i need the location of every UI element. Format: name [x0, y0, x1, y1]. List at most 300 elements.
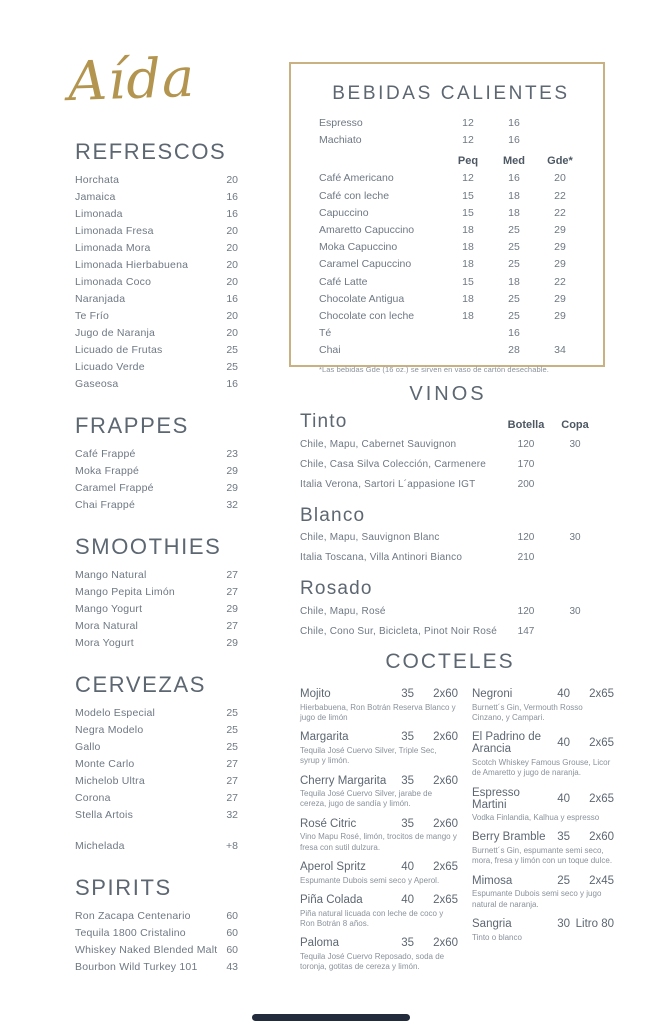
cocktail-name: Sangria	[472, 918, 512, 931]
size-header-row	[319, 149, 583, 170]
item-name: Licuado Verde	[75, 361, 145, 373]
list-item	[75, 376, 238, 393]
item-name: Corona	[75, 792, 111, 804]
price-botella: 170	[517, 458, 535, 470]
cocktail-price-double: 2x65	[589, 792, 614, 805]
section-title-smoothies: SMOOTHIES	[75, 534, 222, 559]
price-peq: 12	[462, 117, 474, 130]
wine-name: Chile, Mapu, Sauvignon Blanc	[300, 532, 440, 544]
wine-name: Chile, Casa Silva Colección, Carmenere	[300, 458, 487, 470]
price-peq: 15	[462, 206, 474, 219]
cocktail-price-double: 2x65	[589, 688, 614, 700]
price-med: 18	[508, 275, 520, 288]
item-price: 27	[226, 775, 238, 787]
size-header-med: Med	[503, 155, 525, 168]
wine-row	[300, 548, 606, 568]
drink-name: Café Latte	[319, 275, 368, 288]
wine-name: Chile, Mapu, Cabernet Sauvignon	[300, 438, 457, 450]
vinos-section	[300, 412, 606, 652]
price-botella: 210	[517, 552, 535, 564]
item-price: 29	[226, 603, 238, 615]
cocktail-header	[300, 937, 458, 949]
list-item	[75, 756, 238, 773]
cocktail-price-double: 2x45	[589, 874, 614, 887]
item-price: 20	[226, 174, 238, 186]
price-peq: 15	[462, 189, 474, 202]
wine-group-tinto	[300, 412, 606, 495]
price-peq: 15	[462, 275, 474, 288]
cocktail-name: Mimosa	[472, 874, 513, 887]
list-item	[75, 497, 238, 514]
wine-row	[300, 601, 606, 621]
item-price: 27	[226, 586, 238, 598]
wine-row	[300, 434, 606, 454]
cocktail-price: 35	[401, 774, 414, 787]
price-peq: 12	[462, 172, 474, 185]
price-botella: 200	[517, 478, 535, 490]
item-price: 29	[226, 482, 238, 494]
cervezas-list	[75, 705, 238, 824]
item-name: Licuado de Frutas	[75, 344, 163, 356]
item-price: 20	[226, 276, 238, 288]
cocktail-name: Aperol Spritz	[300, 861, 366, 874]
price-gde: 20	[554, 172, 566, 185]
home-indicator	[252, 1014, 410, 1021]
price-med: 16	[508, 117, 520, 130]
list-item	[75, 463, 238, 480]
item-name: Negra Modelo	[75, 724, 144, 736]
cocktail-name: Rosé Citric	[300, 817, 357, 830]
section-title-spirits: SPIRITS	[75, 875, 172, 900]
bebidas-rows	[319, 170, 583, 359]
cocktail-price: 40	[557, 688, 570, 700]
list-item	[75, 223, 238, 240]
list-item	[75, 773, 238, 790]
section-refrescos	[75, 141, 238, 393]
section-title-cervezas: CERVEZAS	[75, 672, 206, 697]
drink-name: Machiato	[319, 134, 362, 147]
item-name: Limonada Fresa	[75, 225, 154, 237]
item-name: Limonada	[75, 208, 123, 220]
cocteles-section	[300, 688, 614, 981]
item-name: Stella Artois	[75, 809, 134, 821]
hot-drink-row	[319, 291, 583, 308]
item-name: Mora Natural	[75, 620, 139, 632]
cocktail-description: Vodka Finlandia, Kalhua y espresso	[472, 813, 600, 823]
item-price: 32	[226, 499, 238, 511]
wine-name: Italia Verona, Sartori L´appasione IGT	[300, 478, 476, 490]
cocktail-name: Margarita	[300, 731, 349, 744]
list-item	[75, 274, 238, 291]
cocktail-header	[300, 731, 458, 743]
list-item	[75, 446, 238, 463]
drink-name: Espresso	[319, 117, 363, 130]
cocktail-price: 40	[401, 861, 414, 874]
michelada-row	[75, 838, 238, 855]
list-item	[75, 925, 238, 942]
cocktail-header	[472, 731, 614, 755]
list-item	[75, 325, 238, 342]
item-price: 20	[226, 225, 238, 237]
cocktail-description: Vino Mapu Rosé, limón, trocitos de mango y fresa con sutil dulzura.	[300, 832, 457, 852]
item-name: Mango Natural	[75, 569, 147, 581]
cocktail-description: Tinto o blanco	[472, 932, 522, 942]
wine-row	[300, 474, 606, 494]
list-item	[75, 308, 238, 325]
cocktail-description: Scotch Whiskey Famous Grouse, Licor de Amaretto y jugo de naranja.	[472, 757, 611, 778]
item-price: 16	[226, 378, 238, 390]
price-gde: 29	[554, 258, 566, 271]
item-price: 20	[226, 327, 238, 339]
price-peq: 18	[462, 309, 474, 322]
item-price: +8	[226, 840, 238, 852]
section-spirits	[75, 877, 238, 976]
section-title-refrescos: REFRESCOS	[75, 139, 227, 164]
price-med: 28	[508, 344, 520, 357]
cocktail-price-double: 2x60	[433, 817, 458, 830]
list-item	[75, 172, 238, 189]
item-name: Limonada Coco	[75, 276, 152, 288]
item-name: Limonada Hierbabuena	[75, 259, 189, 271]
list-item	[75, 480, 238, 497]
cocktail-entry	[300, 688, 458, 723]
section-frappes	[75, 415, 238, 514]
tinto-rows	[300, 434, 606, 495]
drink-name: Té	[319, 327, 332, 340]
cocktail-price: 35	[557, 831, 570, 844]
item-price: 60	[226, 910, 238, 922]
price-med: 18	[508, 189, 520, 202]
wine-group-blanco	[300, 506, 606, 568]
item-price: 16	[226, 208, 238, 220]
cocktail-header	[300, 688, 458, 700]
bebidas-calientes-box	[289, 62, 605, 375]
list-item	[75, 567, 238, 584]
cocktail-header	[300, 861, 458, 873]
drink-name: Caramel Capuccino	[319, 258, 412, 271]
cocteles-title: COCTELES	[385, 650, 515, 673]
price-copa: 30	[569, 532, 581, 544]
item-price: 16	[226, 191, 238, 203]
left-column	[75, 141, 238, 976]
cocktail-price-double: 2x65	[589, 737, 614, 750]
hot-drink-row	[319, 222, 583, 239]
cocktail-price: 40	[557, 792, 570, 805]
list-item	[75, 257, 238, 274]
cocktail-description: Hierbabuena, Ron Botrán Reserva Blanco y jugo de limón	[300, 702, 456, 722]
price-gde: 34	[554, 344, 566, 357]
item-price: 25	[226, 361, 238, 373]
cocktail-header	[472, 688, 614, 700]
cocktail-price-double: 2x60	[433, 688, 458, 700]
hot-drink-row	[319, 274, 583, 291]
cocteles-left-column	[300, 688, 458, 981]
item-name: Jamaica	[75, 191, 116, 203]
item-name: Mango Pepita Limón	[75, 586, 175, 598]
cocktail-price-double: 2x60	[433, 731, 458, 744]
price-med: 18	[508, 206, 520, 219]
item-price: 27	[226, 792, 238, 804]
item-price: 23	[226, 448, 238, 460]
size-header-gde: Gde*	[547, 155, 573, 168]
list-item	[75, 342, 238, 359]
cocktail-description: Piña natural licuada con leche de coco y Ron Botrán 8 años.	[300, 908, 444, 928]
wine-row	[300, 528, 606, 548]
hot-drink-row	[319, 325, 583, 342]
price-peq: 12	[462, 134, 474, 147]
wine-row	[300, 621, 606, 641]
hot-drink-row	[319, 239, 583, 256]
cocktail-description: Espumante Dubois semi seco y Aperol.	[300, 875, 440, 885]
cocktail-entry	[300, 894, 458, 929]
wine-row	[300, 454, 606, 474]
vinos-title: VINOS	[409, 383, 487, 405]
blanco-rows	[300, 528, 606, 568]
list-item	[75, 584, 238, 601]
wine-group-title: Tinto	[300, 411, 348, 432]
item-name: Café Frappé	[75, 448, 136, 460]
cocktail-price-double: 2x60	[433, 937, 458, 950]
cocktail-header	[300, 894, 458, 906]
item-price: 25	[226, 741, 238, 753]
wine-name: Chile, Cono Sur, Bicicleta, Pinot Noir Rosé	[300, 625, 498, 637]
bebidas-calientes-title: BEBIDAS CALIENTES	[332, 83, 570, 104]
price-med: 25	[508, 309, 520, 322]
section-smoothies	[75, 536, 238, 652]
price-gde: 22	[554, 275, 566, 288]
cocktail-entry	[300, 818, 458, 853]
list-item	[75, 739, 238, 756]
hot-drink-row	[319, 115, 583, 132]
item-price: 29	[226, 465, 238, 477]
list-item	[75, 635, 238, 652]
cocktail-name: Espresso Martini	[472, 786, 520, 811]
item-price: 27	[226, 758, 238, 770]
refrescos-list	[75, 172, 238, 393]
price-med: 25	[508, 224, 520, 237]
drink-name: Café con leche	[319, 189, 390, 202]
cocktail-entry	[300, 937, 458, 972]
cocktail-description: Tequila José Cuervo Silver, jarabe de cereza, jugo de sandía y limón.	[300, 789, 433, 809]
section-title-frappes: FRAPPES	[75, 413, 189, 438]
hot-drink-row	[319, 170, 583, 187]
list-item	[75, 790, 238, 807]
drink-name: Moka Capuccino	[319, 241, 398, 254]
item-name: Bourbon Wild Turkey 101	[75, 961, 198, 973]
item-name: Modelo Especial	[75, 707, 156, 719]
price-gde: 29	[554, 292, 566, 305]
cocktail-name: Negroni	[472, 688, 513, 700]
list-item	[75, 942, 238, 959]
cocktail-name: Paloma	[300, 937, 339, 950]
cocktail-header	[472, 787, 614, 811]
price-botella: 120	[517, 532, 535, 544]
item-name: Naranjada	[75, 293, 126, 305]
item-name: Moka Frappé	[75, 465, 140, 477]
item-name: Horchata	[75, 174, 120, 186]
item-name: Caramel Frappé	[75, 482, 154, 494]
item-name: Monte Carlo	[75, 758, 135, 770]
price-botella: 147	[517, 625, 535, 637]
drink-name: Capuccino	[319, 206, 369, 219]
hot-drink-row	[319, 132, 583, 149]
list-item	[75, 722, 238, 739]
item-name: Te Frío	[75, 310, 110, 322]
bebidas-top-rows	[319, 115, 583, 149]
item-price: 32	[226, 809, 238, 821]
cocktail-price: 35	[401, 688, 414, 700]
hot-drink-row	[319, 308, 583, 325]
cocktail-entry	[472, 688, 614, 723]
brand-logo: Aída	[66, 45, 197, 114]
item-price: 25	[226, 344, 238, 356]
price-peq: 18	[462, 241, 474, 254]
frappes-list	[75, 446, 238, 514]
drink-name: Amaretto Capuccino	[319, 224, 415, 237]
list-item	[75, 959, 238, 976]
item-name: Mango Yogurt	[75, 603, 143, 615]
drink-name: Chocolate con leche	[319, 309, 415, 322]
item-price: 20	[226, 259, 238, 271]
hot-drink-row	[319, 256, 583, 273]
price-med: 16	[508, 327, 520, 340]
col-header-copa: Copa	[561, 419, 589, 431]
bebidas-footnote: *Las bebidas Gde (16 oz.) se sirven en vaso de cartón desechable.	[319, 365, 549, 375]
cocktail-name: El Padrino de Arancia	[472, 731, 542, 756]
item-price: 25	[226, 707, 238, 719]
price-copa: 30	[569, 438, 581, 450]
cocktail-header	[300, 775, 458, 787]
cocktail-price-double: Litro 80	[575, 918, 614, 931]
cocktail-price: 40	[557, 737, 570, 750]
list-item	[75, 618, 238, 635]
item-name: Chai Frappé	[75, 499, 135, 511]
list-item	[75, 240, 238, 257]
price-med: 16	[508, 134, 520, 147]
list-item	[75, 291, 238, 308]
size-header-peq: Peq	[457, 155, 479, 168]
cocktail-entry	[472, 831, 614, 866]
price-med: 25	[508, 258, 520, 271]
item-price: 60	[226, 944, 238, 956]
item-price: 27	[226, 620, 238, 632]
item-price: 25	[226, 724, 238, 736]
list-item	[75, 189, 238, 206]
wine-group-header	[300, 412, 606, 431]
item-price: 29	[226, 637, 238, 649]
drink-name: Chocolate Antigua	[319, 292, 405, 305]
list-item	[75, 908, 238, 925]
item-name: Mora Yogurt	[75, 637, 134, 649]
price-med: 25	[508, 292, 520, 305]
cocktail-description: Tequila José Cuervo Reposado, soda de toronja, gotitas de cereza y limón.	[300, 951, 445, 972]
cocktail-entry	[300, 861, 458, 886]
item-price: 16	[226, 293, 238, 305]
rosado-rows	[300, 601, 606, 641]
price-gde: 29	[554, 309, 566, 322]
cocktail-name: Berry Bramble	[472, 831, 546, 844]
item-name: Michelada	[75, 840, 125, 852]
cocktail-price: 35	[401, 817, 414, 830]
cocktail-entry	[300, 775, 458, 810]
price-gde: 29	[554, 224, 566, 237]
item-name: Gallo	[75, 741, 101, 753]
cocktail-entry	[472, 731, 614, 778]
item-price: 27	[226, 569, 238, 581]
wine-group-title: Blanco	[300, 504, 366, 526]
cocktail-price-double: 2x60	[589, 831, 614, 844]
cocktail-description: Burnett´s Gin, espumante semi seco, mora, fresa y limón con un toque dulce.	[472, 845, 613, 866]
smoothies-list	[75, 567, 238, 652]
price-copa: 30	[569, 605, 581, 617]
cocktail-price-double: 2x65	[433, 894, 458, 907]
price-gde: 22	[554, 206, 566, 219]
hot-drink-row	[319, 342, 583, 359]
cocktail-header	[472, 918, 614, 930]
cocktail-name: Cherry Margarita	[300, 774, 387, 787]
item-name: Limonada Mora	[75, 242, 151, 254]
wine-name: Italia Toscana, Villa Antinori Bianco	[300, 552, 463, 564]
cocktail-price-double: 2x60	[433, 774, 458, 787]
hot-drink-row	[319, 188, 583, 205]
price-med: 16	[508, 172, 520, 185]
item-name: Whiskey Naked Blended Malt	[75, 944, 218, 956]
item-name: Jugo de Naranja	[75, 327, 156, 339]
hot-drink-row	[319, 205, 583, 222]
item-price: 43	[226, 961, 238, 973]
cocktail-header	[472, 831, 614, 843]
cocktail-entry	[472, 918, 614, 943]
price-gde: 29	[554, 241, 566, 254]
col-header-botella: Botella	[507, 419, 545, 431]
item-name: Michelob Ultra	[75, 775, 145, 787]
cocktail-price: 35	[401, 731, 414, 744]
wine-name: Chile, Mapu, Rosé	[300, 605, 386, 617]
list-item	[75, 807, 238, 824]
cocteles-right-column	[472, 688, 614, 981]
item-price: 60	[226, 927, 238, 939]
drink-name: Café Americano	[319, 172, 394, 185]
cocktail-description: Tequila José Cuervo Silver, Triple Sec, syrup y limón.	[300, 745, 437, 766]
price-peq: 18	[462, 224, 474, 237]
price-gde: 22	[554, 189, 566, 202]
wine-group-header	[300, 506, 606, 525]
price-peq: 18	[462, 258, 474, 271]
price-botella: 120	[517, 438, 535, 450]
item-name: Gaseosa	[75, 378, 119, 390]
section-cervezas	[75, 674, 238, 855]
cocktail-description: Espumante Dubois semi seco y jugo natural de naranja.	[472, 889, 602, 909]
cocktail-name: Mojito	[300, 688, 331, 700]
cocktail-header	[472, 875, 614, 887]
cocktail-entry	[472, 787, 614, 824]
price-botella: 120	[517, 605, 535, 617]
cocktail-price: 25	[557, 874, 570, 887]
cocktail-entry	[300, 731, 458, 766]
wine-group-title: Rosado	[300, 577, 373, 599]
list-item	[75, 359, 238, 376]
cocktail-price: 35	[401, 937, 414, 950]
cocktail-price: 30	[557, 918, 570, 931]
list-item	[75, 601, 238, 618]
cocktail-entry	[472, 875, 614, 910]
list-item	[75, 206, 238, 223]
price-peq: 18	[462, 292, 474, 305]
drink-name: Chai	[319, 344, 341, 357]
item-name: Tequila 1800 Cristalino	[75, 927, 186, 939]
item-name: Ron Zacapa Centenario	[75, 910, 191, 922]
cocktail-header	[300, 818, 458, 830]
